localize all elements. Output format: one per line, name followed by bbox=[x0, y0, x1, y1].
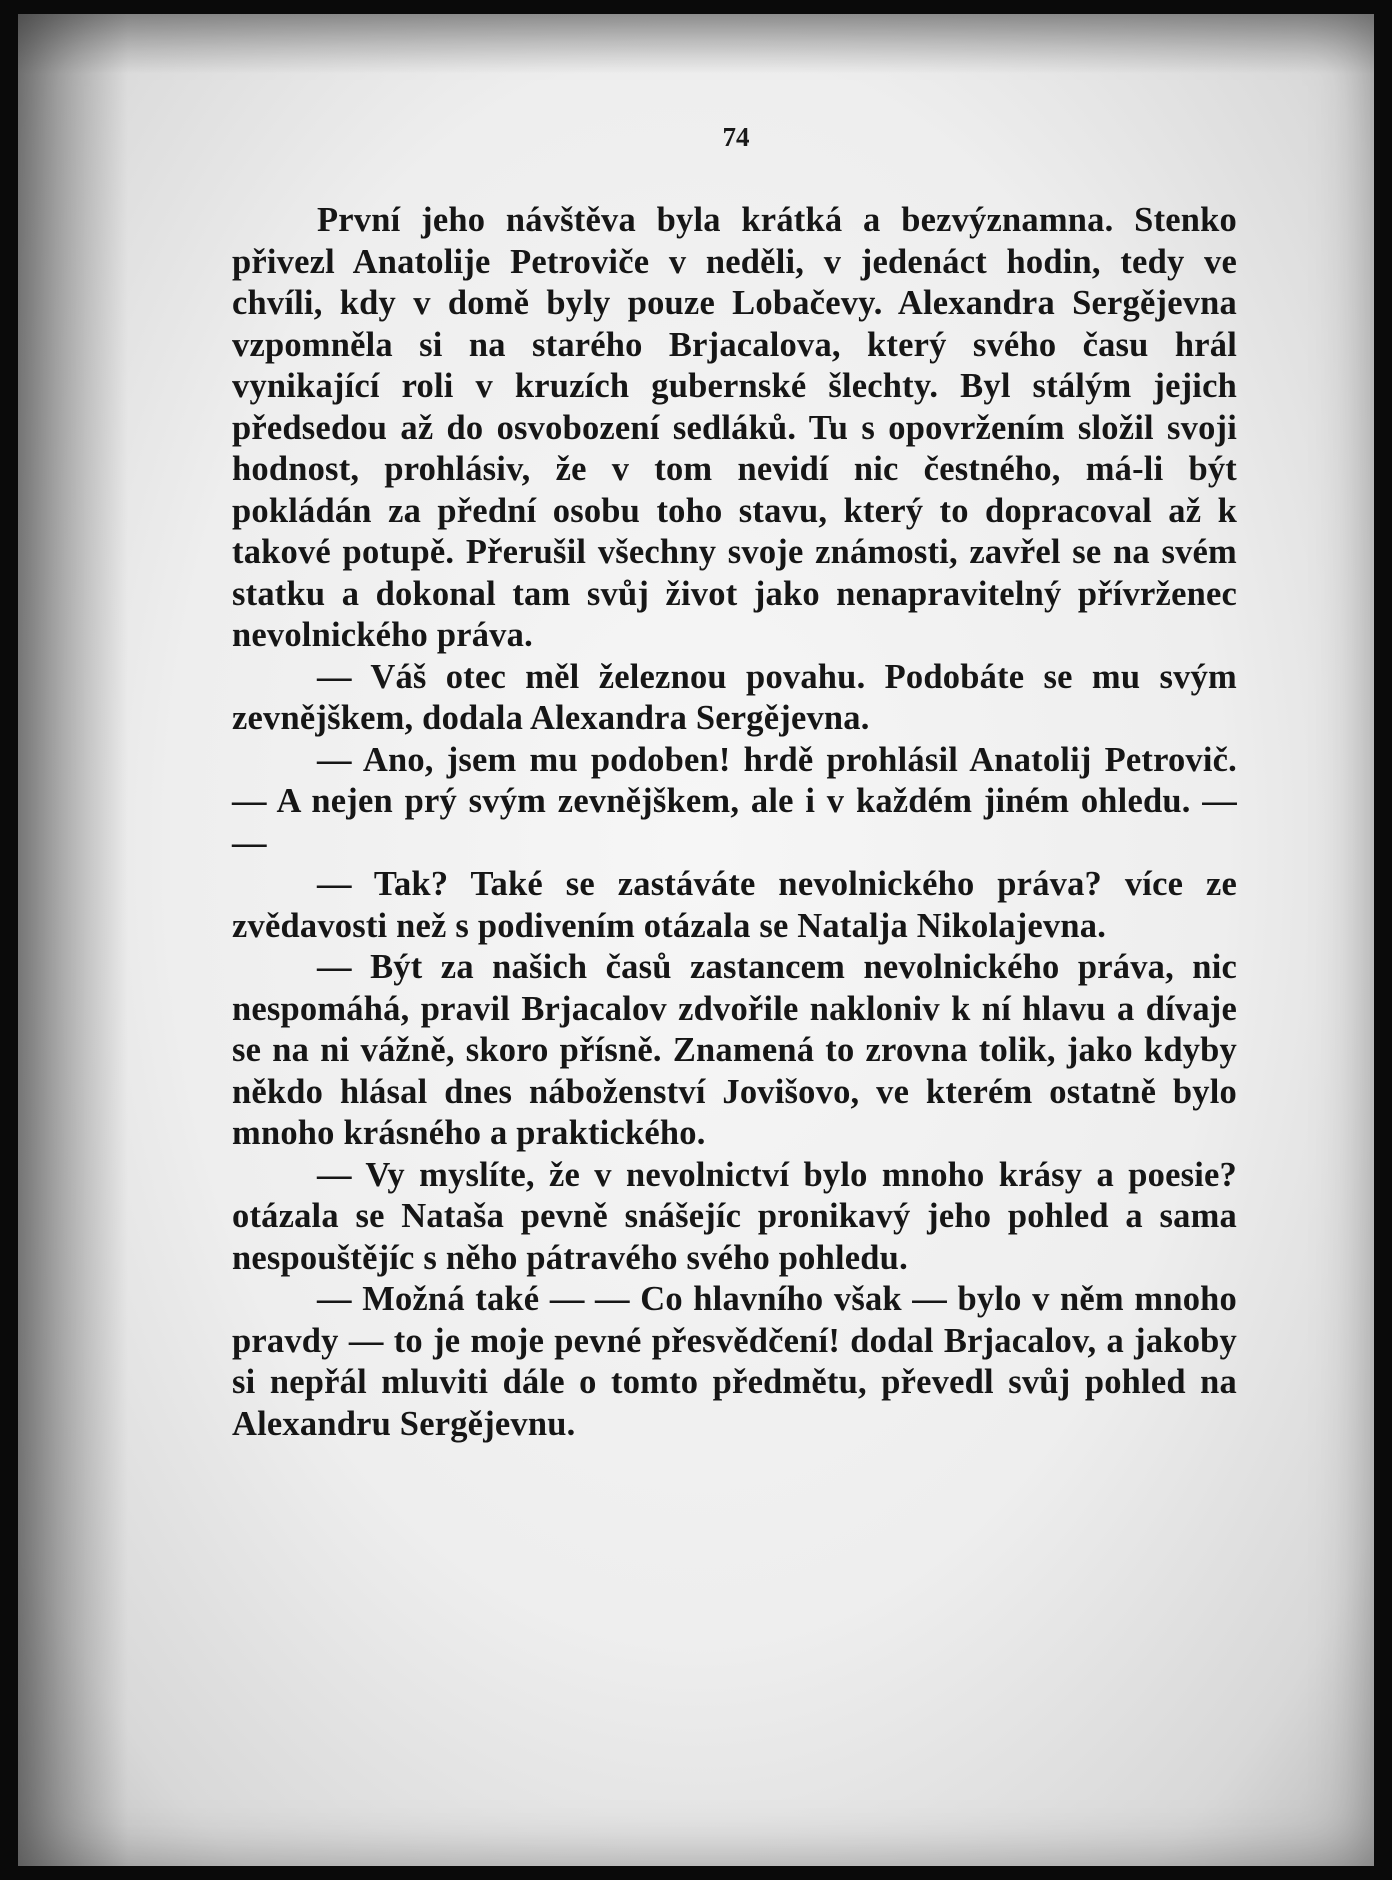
page-number: 74 bbox=[722, 122, 750, 152]
paragraph-3: — Ano, jsem mu podoben! hrdě prohlásil Anatolij Petrovič. — A nejen prý svým zevnějškem, ale i v každém jiném ohledu. — — bbox=[232, 740, 1237, 862]
paragraph-7: — Možná také — — Co hlavního však — bylo v něm mnoho pravdy — to je moje pevné přesvědčení! dodal Brjacalov, a jakoby si nepřál mluviti dále o tomto předmětu, převedl svůj pohled na Alexandru Sergějevnu. bbox=[232, 1280, 1237, 1443]
paragraph-5: — Být za našich časů zastancem nevolnického práva, nic nespomáhá, pravil Brjacalov zdvořile nakloniv k ní hlavu a dívaje se na ni vážně, skoro přísně. Znamená to zrovna tolik, jako kdyby někdo hlásal dnes náboženství Jovišovo, ve kterém ostatně bylo mnoho krásného a praktického. bbox=[232, 948, 1237, 1152]
body-text bbox=[232, 200, 1237, 1445]
paragraph-4: — Tak? Také se zastáváte nevolnického práva? více ze zvědavosti než s podivením otázala se Natalja Nikolajevna. bbox=[232, 865, 1237, 945]
paragraph-6: — Vy myslíte, že v nevolnictví bylo mnoho krásy a poesie? otázala se Nataša pevně snášejíc pronikavý jeho pohled a sama nespouštějíc s něho pátravého svého pohledu. bbox=[232, 1155, 1237, 1277]
paragraph-1: První jeho návštěva byla krátká a bezvýznamna. Stenko přivezl Anatolije Petroviče v neděli, v jedenáct hodin, tedy ve chvíli, kdy v domě byly pouze Lobačevy. Alexandra Sergějevna vzpomněla si na starého Brjacalova, který svého času hrál vynikající roli v kruzích gubernské šlechty. Byl stálým jejich předsedou až do osvobození sedláků. Tu s opovržením složil svoji hodnost, prohlásiv, že v tom nevidí nic čestného, má-li být pokládán za přední osobu toho stavu, který to dopracoval až k takové potupě. Přerušil všechny svoje známosti, zavřel se na svém statku a dokonal tam svůj život jako nenapravitelný přívrženec nevolnického práva. bbox=[232, 201, 1237, 654]
paragraph-2: — Váš otec měl železnou povahu. Podobáte se mu svým zevnějškem, dodala Alexandra Sergějevna. bbox=[232, 657, 1237, 737]
